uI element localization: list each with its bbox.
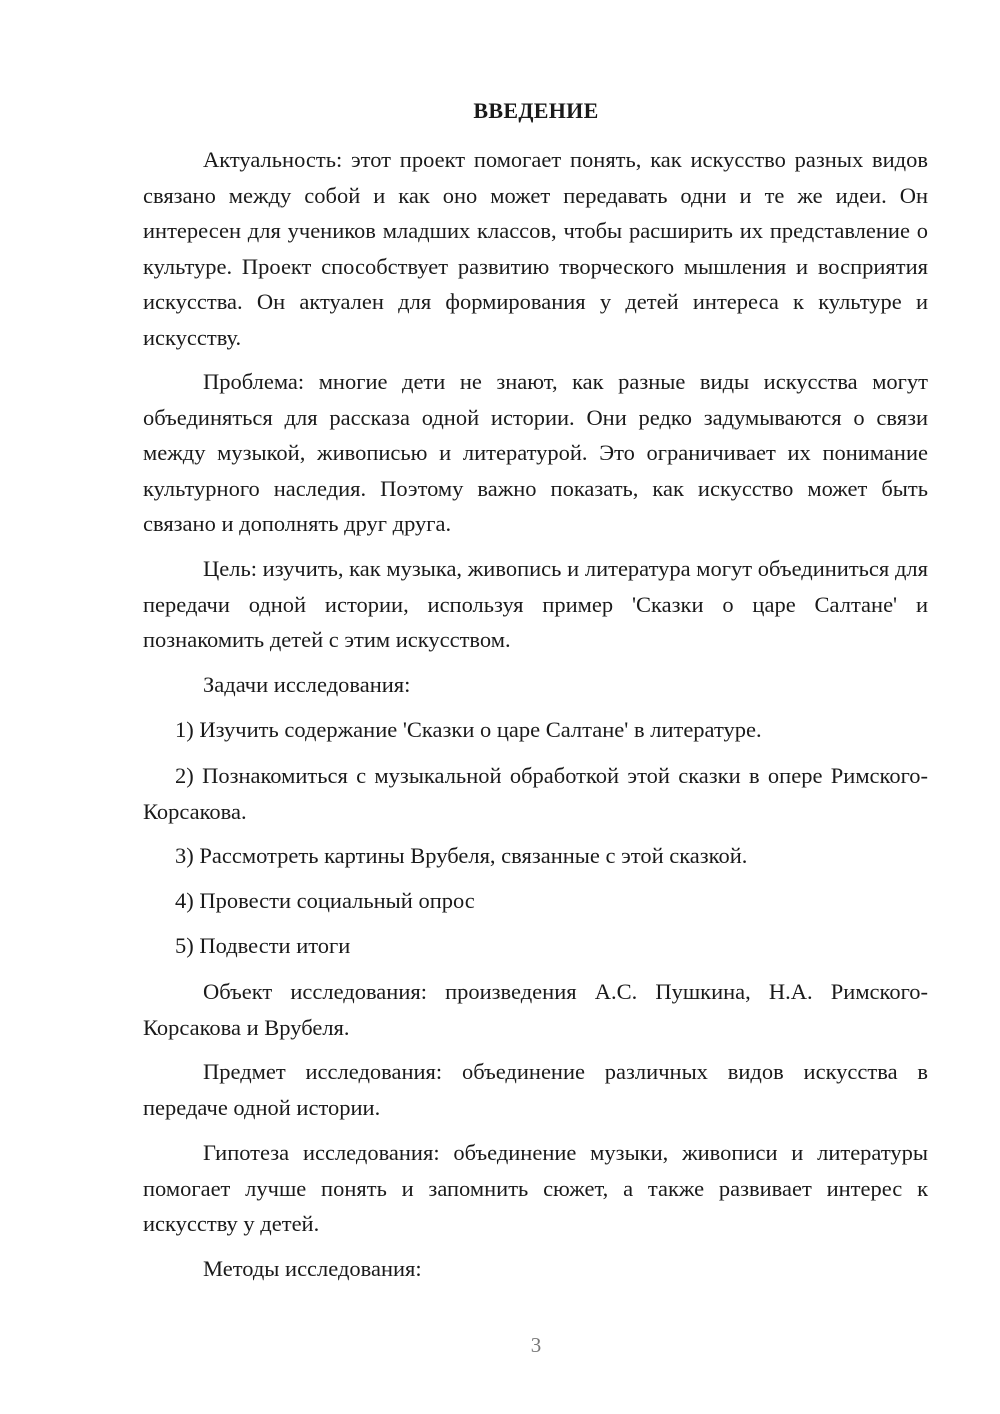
page-number: 3 [530, 1333, 542, 1357]
list-item-task-4: 4) Провести социальный опрос [175, 888, 475, 913]
list-item-task-2: 2) Познакомиться с музыкальной обработкой этой сказки в опере Римского-Корсакова. [143, 763, 928, 824]
paragraph-methods: Методы исследования: [203, 1256, 422, 1281]
paragraph-tasks-heading: Задачи исследования: [203, 672, 411, 697]
paragraph-problem: Проблема: многие дети не знают, как разные виды искусства могут объединяться для рассказа одной истории. Они редко задумываются о связи между музыкой, живописью и литературой. Это ограничивает их понимание культурного наследия. Поэтому важно показать, как искусство может быть связано и дополнять друг друга. [143, 369, 928, 537]
paragraph-object: Объект исследования: произведения А.С. Пушкина, Н.А. Римского-Корсакова и Врубеля. [143, 979, 928, 1040]
list-item-task-1: 1) Изучить содержание 'Сказки о царе Салтане' в литературе. [175, 717, 762, 742]
paragraph-relevance: Актуальность: этот проект помогает понять, как искусство разных видов связано между собой и как оно может передавать одни и те же идеи. Он интересен для учеников младших классов, чтобы расширить их представление о культуре. Проект способствует развитию творческого мышления и восприятия искусства. Он актуален для формирования у детей интереса к культуре и искусству. [143, 147, 928, 350]
page-title: ВВЕДЕНИЕ [473, 98, 599, 123]
paragraph-goal: Цель: изучить, как музыка, живопись и литература могут объединиться для передачи одной истории, используя пример 'Сказки о царе Салтане' и познакомить детей с этим искусством. [143, 556, 928, 653]
list-item-task-5: 5) Подвести итоги [175, 933, 351, 958]
paragraph-hypothesis: Гипотеза исследования: объединение музыки, живописи и литературы помогает лучше понять и запомнить сюжет, а также развивает интерес к искусству у детей. [143, 1140, 928, 1237]
paragraph-subject: Предмет исследования: объединение различных видов искусства в передаче одной истории. [143, 1059, 928, 1120]
list-item-task-3: 3) Рассмотреть картины Врубеля, связанные с этой сказкой. [175, 843, 748, 868]
